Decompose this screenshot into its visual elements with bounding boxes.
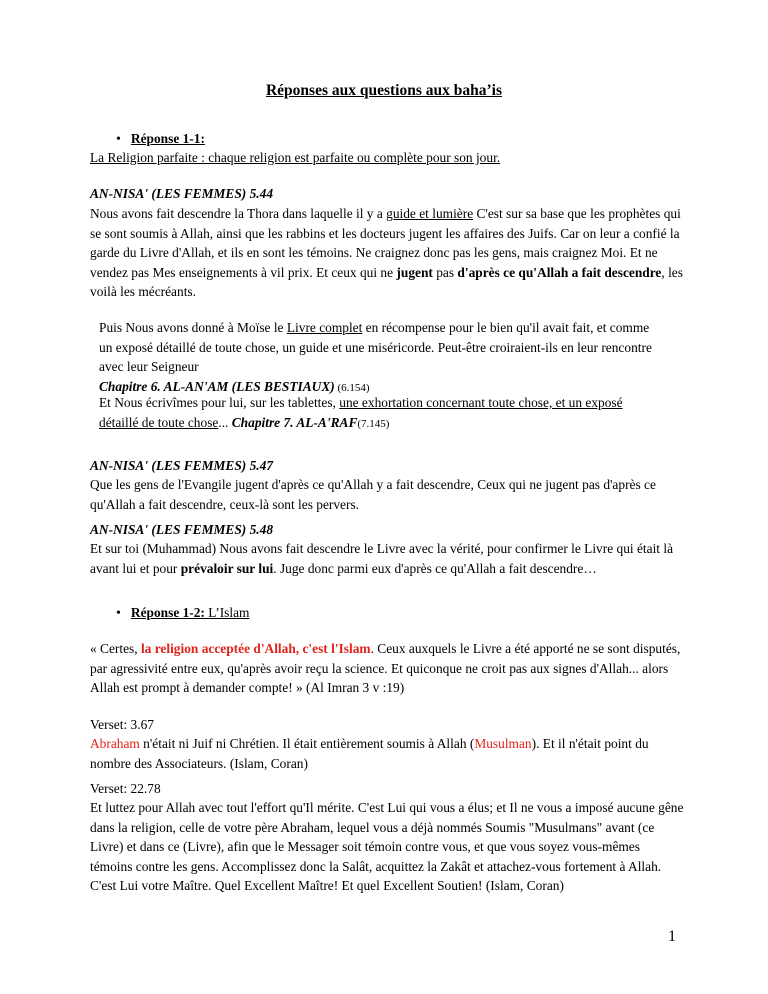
verse-3-67-text — [90, 734, 684, 773]
response-1-1-heading — [116, 129, 205, 150]
section-5-44-heading: AN-NISA' (LES FEMMES) 5.44 — [90, 186, 274, 201]
quote-6-154 — [99, 318, 664, 398]
text-span: , les voilà les mécréants. — [90, 264, 683, 299]
bold-span: prévaloir sur lui — [180, 560, 274, 576]
highlighted-span: la religion acceptée d'Allah, c'est l'Islam — [140, 641, 371, 656]
bullet-icon: • — [116, 606, 121, 621]
verse-22-78-label: Verset: 22.78 — [90, 781, 161, 796]
section-5-48-text — [90, 539, 684, 578]
chapter-reference-number: (7.145) — [357, 417, 390, 430]
text-span: . Ceux auxquels le Livre a été apporté ne se sont disputés, par agressivité entre eux, qu'après avoir reçu la science. Et quiconque ne croit pas aux signes d'Allah... alors Allah est prompt à demander compte! » (Al Imran 3 v :19) — [90, 641, 681, 695]
highlighted-span: Abraham — [90, 736, 140, 751]
document-title: Réponses aux questions aux baha’is — [265, 82, 502, 99]
text-span: pas — [432, 264, 458, 280]
response-1-1-subtitle: La Religion parfaite : chaque religion est parfaite ou complète pour son jour. — [90, 150, 501, 165]
section-5-47-text: Que les gens de l'Evangile jugent d'après ce qu'Allah y a fait descendre, Ceux qui ne jugent pas d'après ce qu'Allah a fait descendre, ceux-là sont les pervers. — [90, 477, 656, 512]
section-5-48-heading: AN-NISA' (LES FEMMES) 5.48 — [90, 522, 274, 537]
text-span: Et sur toi (Muhammad) Nous avons fait descendre le Livre avec la vérité, pour confirmer le Livre qui était là avant lui et pour — [90, 541, 674, 576]
chapter-reference-number: (6.154) — [334, 381, 370, 394]
section-5-44-text — [90, 204, 684, 302]
text-span: Nous avons fait descendre la Thora dans laquelle il y a — [90, 206, 387, 221]
underlined-span: Livre complet — [286, 320, 363, 335]
text-span: . Juge donc parmi eux d'après ce qu'Allah a fait descendre… — [273, 560, 597, 576]
bold-span: jugent — [396, 264, 433, 280]
text-span: n'était ni Juif ni Chrétien. Il était entièrement soumis à Allah ( — [139, 736, 475, 751]
text-span: « Certes, — [90, 641, 141, 656]
text-span: C'est sur sa base que les prophètes qui se sont soumis à Allah, ainsi que les rabbins et les docteurs jugent les affaires des Juifs. Car on leur a confié la garde du Livre d'Allah, et ils en sont les témoins. Ne craignez donc pas les gens, mais craignez Moi. Et ne vendez pas Mes enseignements à vil prix. Et ceux qui ne — [90, 206, 681, 280]
verse-22-78-text: Et luttez pour Allah avec tout l'effort qu'Il mérite. C'est Lui qui vous a élus; et Il ne vous a imposé aucune gêne dans la religion, celle de votre père Abraham, lequel vous a déjà nommés Soumis "Musulmans" avant (ce Livre) et dans ce (Livre), afin que le Messager soit témoin contre vous, et que vous soyez vous-mêmes témoins contre les gens. Accomplissez donc la Salât, acquittez la Zakât et attachez-vous fortement à Allah. C'est Lui votre Maître. Quel Excellent Maître! Et quel Excellent Soutien! (Islam, Coran) — [90, 800, 684, 893]
highlighted-span: Musulman — [474, 736, 532, 751]
text-span: Puis Nous avons donné à Moïse le — [99, 320, 287, 335]
response-1-1-label: Réponse 1-1: — [130, 131, 205, 146]
text-span: ... — [218, 414, 232, 430]
quote-7-145 — [99, 393, 634, 434]
text-span: en récompense pour le bien qu'il avait fait, et comme un exposé détaillé de toute chose, un guide et une miséricorde. Peut-être croiraient-ils en leur rencontre avec leur Seigneur — [99, 320, 652, 374]
bold-span: d'après ce qu'Allah a fait descendre — [457, 264, 662, 280]
chapter-reference: Chapitre 6. AL-AN'AM (LES BESTIAUX) — [99, 378, 335, 394]
underlined-span: guide et lumière — [386, 206, 474, 221]
response-1-2-heading — [116, 603, 249, 624]
response-1-2-label: Réponse 1-2: — [130, 605, 209, 620]
section-5-47-heading: AN-NISA' (LES FEMMES) 5.47 — [90, 458, 274, 473]
bullet-icon: • — [116, 132, 121, 147]
underlined-span: une exhortation concernant toute chose, et un exposé détaillé de toute chose — [99, 395, 623, 430]
islam-quote — [90, 639, 684, 698]
page-number: 1 — [668, 928, 676, 945]
verse-3-67-label: Verset: 3.67 — [90, 717, 154, 732]
text-span: Et Nous écrivîmes pour lui, sur les tablettes, — [99, 395, 340, 410]
response-1-2-subtitle: L’Islam — [208, 605, 250, 620]
chapter-reference: Chapitre 7. AL-A'RAF — [231, 414, 358, 430]
text-span: ). Et il n'était point du nombre des Associateurs. (Islam, Coran) — [90, 736, 649, 771]
